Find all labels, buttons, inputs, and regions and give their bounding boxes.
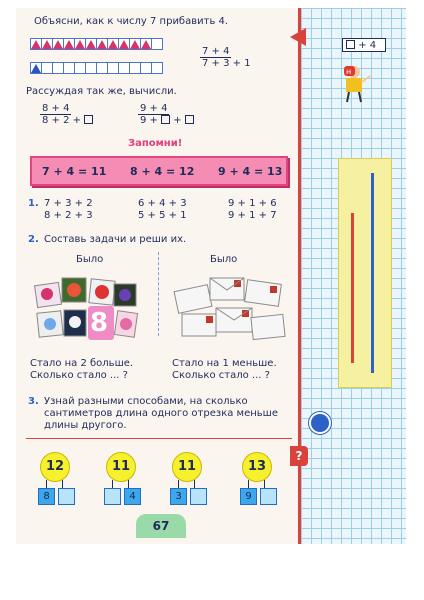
remember-box xyxy=(30,156,288,186)
grid-cell xyxy=(151,38,163,50)
tree-branch xyxy=(178,480,179,488)
segments-card xyxy=(338,158,392,388)
empty-square-icon xyxy=(84,115,93,124)
ex1-r2-c1: 8 + 2 + 3 xyxy=(44,210,93,221)
right-story-1: Стало на 1 меньше. xyxy=(172,358,277,369)
triangle-icon xyxy=(119,40,129,49)
triangle-row-blue xyxy=(30,62,162,74)
triangle-icon xyxy=(31,40,41,49)
reasoning-line: Рассуждая так же, вычисли. xyxy=(26,86,177,97)
globe-icon xyxy=(309,412,331,434)
tree-branch xyxy=(264,480,265,488)
ex3-line-3: длины другого. xyxy=(44,420,127,431)
triangle-icon xyxy=(53,40,63,49)
page-number: 67 xyxy=(136,514,186,538)
plus-four-text: + 4 xyxy=(358,40,377,51)
empty-square-icon xyxy=(346,40,355,49)
exercise-1-number: 1. xyxy=(28,198,39,209)
empty-square-icon xyxy=(161,115,170,124)
ex1-r2-c2: 5 + 5 + 1 xyxy=(138,210,187,221)
intro-fraction-den: 7 + 3 + 1 xyxy=(202,58,251,69)
triangle-row-red xyxy=(30,38,162,50)
tree-left-box: 8 xyxy=(38,488,55,505)
intro-fraction xyxy=(200,46,253,69)
triangle-icon xyxy=(64,40,74,49)
boy-character-icon xyxy=(334,62,374,106)
tree-top-number: 11 xyxy=(172,452,202,482)
tree-right-box: 4 xyxy=(124,488,141,505)
right-story-2: Сколько стало ... ? xyxy=(172,370,270,381)
triangle-icon xyxy=(42,40,52,49)
fraction-b-den xyxy=(138,115,196,126)
fraction-a-den xyxy=(40,115,95,126)
triangle-icon xyxy=(97,40,107,49)
left-story-1: Стало на 2 больше. xyxy=(30,358,134,369)
triangle-icon xyxy=(141,40,151,49)
fraction-b-den-part1: 9 + xyxy=(140,115,158,126)
ex3-line-1: Узнай разными способами, на сколько xyxy=(44,396,248,407)
flower-photos-image xyxy=(34,272,138,344)
was-label-left: Было xyxy=(76,254,104,265)
tree-right-box xyxy=(58,488,75,505)
intro-fraction-num: 7 + 4 xyxy=(202,46,230,57)
fraction-a xyxy=(40,103,95,126)
bookmark-arrow-icon xyxy=(290,28,306,46)
ex1-r2-c3: 9 + 1 + 7 xyxy=(228,210,277,221)
plus-four-card xyxy=(342,38,386,52)
tree-left-box xyxy=(104,488,121,505)
ex1-r1-c1: 7 + 3 + 2 xyxy=(44,198,93,209)
envelopes-image xyxy=(172,274,288,346)
tree-top-number: 11 xyxy=(106,452,136,482)
tree-branch xyxy=(62,480,63,488)
triangle-icon xyxy=(130,40,140,49)
tree-top-number: 13 xyxy=(242,452,272,482)
divider xyxy=(158,252,159,336)
tree-left-box: 9 xyxy=(240,488,257,505)
ex3-line-2: сантиметров длина одного отрезка меньше xyxy=(44,408,278,419)
tree-right-box xyxy=(190,488,207,505)
exercise-2-number: 2. xyxy=(28,234,39,245)
fraction-a-num: 8 + 4 xyxy=(42,103,70,114)
fraction-b-num: 9 + 4 xyxy=(140,103,168,114)
tree-branch xyxy=(128,480,129,488)
tree-branch xyxy=(194,480,195,488)
triangle-icon xyxy=(75,40,85,49)
tree-right-box xyxy=(260,488,277,505)
tree-branch xyxy=(46,480,47,488)
left-story-2: Сколько стало ... ? xyxy=(30,370,128,381)
was-label-right: Было xyxy=(210,254,238,265)
tree-top-number: 12 xyxy=(40,452,70,482)
empty-square-icon xyxy=(185,115,194,124)
ex1-r1-c3: 9 + 1 + 6 xyxy=(228,198,277,209)
grid-cell xyxy=(151,62,163,74)
task-intro: Объясни, как к числу 7 прибавить 4. xyxy=(34,16,229,27)
tree-branch xyxy=(248,480,249,488)
fraction-a-den-text: 8 + 2 + xyxy=(42,115,82,126)
short-segment xyxy=(351,213,354,363)
exercise-3-number: 3. xyxy=(28,396,39,407)
remember-heading: Запомни! xyxy=(128,138,183,149)
photo-number: 8 xyxy=(90,308,109,338)
remember-item-3: 9 + 4 = 13 xyxy=(218,165,283,178)
tree-left-box: 3 xyxy=(170,488,187,505)
tree-branch xyxy=(112,480,113,488)
svg-text:н: н xyxy=(346,67,352,76)
remember-item-1: 7 + 4 = 11 xyxy=(42,165,107,178)
triangle-icon xyxy=(108,40,118,49)
triangle-icon xyxy=(86,40,96,49)
remember-item-2: 8 + 4 = 12 xyxy=(130,165,195,178)
ex1-r1-c2: 6 + 4 + 3 xyxy=(138,198,187,209)
long-segment xyxy=(371,173,374,373)
question-icon: ? xyxy=(290,446,308,466)
triangle-icon xyxy=(31,64,41,73)
fraction-b xyxy=(138,103,196,126)
exercise-2-text: Составь задачи и реши их. xyxy=(44,234,187,245)
fraction-b-den-part2: + xyxy=(173,115,182,126)
section-divider xyxy=(26,438,292,439)
